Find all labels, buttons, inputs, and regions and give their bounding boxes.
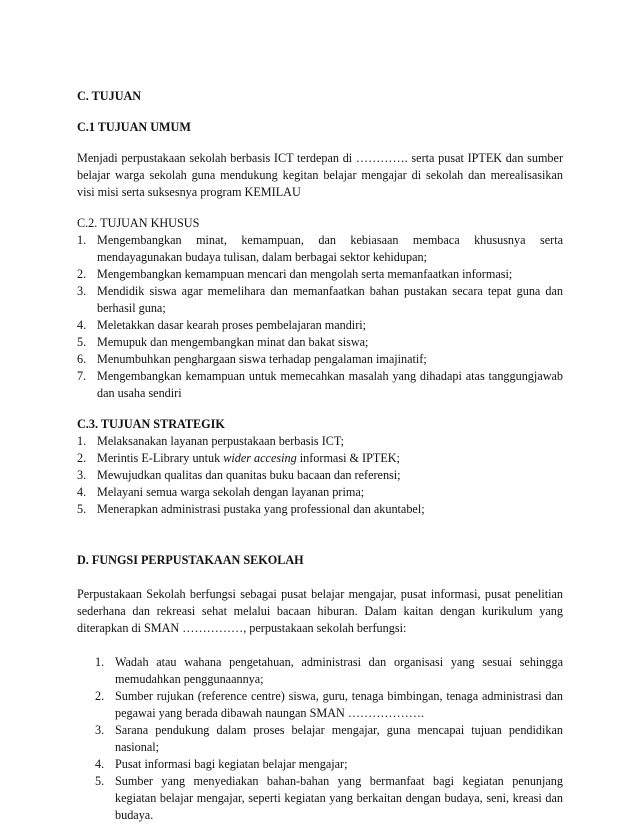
list-item: 2. Sumber rujukan (reference centre) siswa, guru, tenaga bimbingan, tenaga administrasi dan pegawai yang berada dibawah naungan SMAN ………………. (95, 689, 563, 720)
list-item: 5. Sumber yang menyediakan bahan-bahan yang bermanfaat bagi kegiatan penunjang kegiatan belajar mengajar, seperti kegiatan yang berkaitan dengan budaya, seni, kreasi dan budaya. (95, 774, 563, 822)
section-d-title: D. FUNGSI PERPUSTAKAAN SEKOLAH (77, 553, 304, 567)
list-item: 4. Pusat informasi bagi kegiatan belajar mengajar; (95, 757, 348, 771)
list-item: 3. Sarana pendukung dalam proses belajar mengajar, guna mencapai tujuan pendidikan nasional; (95, 723, 563, 754)
list-item: 2. Merintis E-Library untuk wider accesing informasi & IPTEK; (77, 451, 400, 465)
list-item: 2. Mengembangkan kemampuan mencari dan mengolah serta memanfaatkan informasi; (77, 267, 513, 281)
section-c3-list (77, 433, 563, 518)
section-c-title: C. TUJUAN (77, 89, 142, 103)
section-c1-paragraph: Menjadi perpustakaan sekolah berbasis ICT terdepan di …………. serta pusat IPTEK dan sumber belajar warga sekolah guna mendukung kegitan belajar mengajar di sekolah dan merealisasikan visi misi serta suksesnya program KEMILAU (77, 151, 563, 199)
list-item: 1. Wadah atau wahana pengetahuan, administrasi dan organisasi yang sesuai sehingga memudahkan penggunaannya; (95, 655, 563, 686)
list-item: 7. Mengembangkan kemampuan untuk memecahkan masalah yang dihadapi atas tanggungjawab dan usaha sendiri (77, 369, 563, 400)
list-item: 1. Melaksanakan layanan perpustakaan berbasis ICT; (77, 434, 345, 448)
list-item: 6. Menumbuhkan penghargaan siswa terhadap pengalaman imajinatif; (77, 352, 427, 366)
list-item: 3. Mendidik siswa agar memelihara dan memanfaatkan bahan pustakan secara tepat guna dan berhasil guna; (77, 284, 563, 315)
section-d-list (77, 654, 563, 824)
list-item: 1. Mengembangkan minat, kemampuan, dan kebiasaan membaca khususnya serta mendayagunakan budaya tulisan, dalam berbagai sektor kehidupan; (77, 233, 563, 264)
page-content (77, 88, 563, 824)
section-c3-title: C.3. TUJUAN STRATEGIK (77, 417, 225, 431)
list-item: 4. Melayani semua warga sekolah dengan layanan prima; (77, 485, 365, 499)
list-item: 5. Memupuk dan mengembangkan minat dan bakat siswa; (77, 335, 369, 349)
section-d-paragraph: Perpustakaan Sekolah berfungsi sebagai pusat belajar mengajar, pusat informasi, pusat penelitian sederhana dan rekreasi sehat melalui bacaan hiburan. Dalam kaitan dengan kurikulum yang diterapkan di SMAN ……………, perpustakaan sekolah berfungsi: (77, 587, 563, 635)
list-item: 5. Menerapkan administrasi pustaka yang professional dan akuntabel; (77, 502, 425, 516)
section-c2-list (77, 232, 563, 402)
section-c1-title: C.1 TUJUAN UMUM (77, 120, 191, 134)
list-item: 3. Mewujudkan qualitas dan quanitas buku bacaan dan referensi; (77, 468, 401, 482)
section-c2-title: C.2. TUJUAN KHUSUS (77, 216, 200, 230)
list-item: 4. Meletakkan dasar kearah proses pembelajaran mandiri; (77, 318, 367, 332)
